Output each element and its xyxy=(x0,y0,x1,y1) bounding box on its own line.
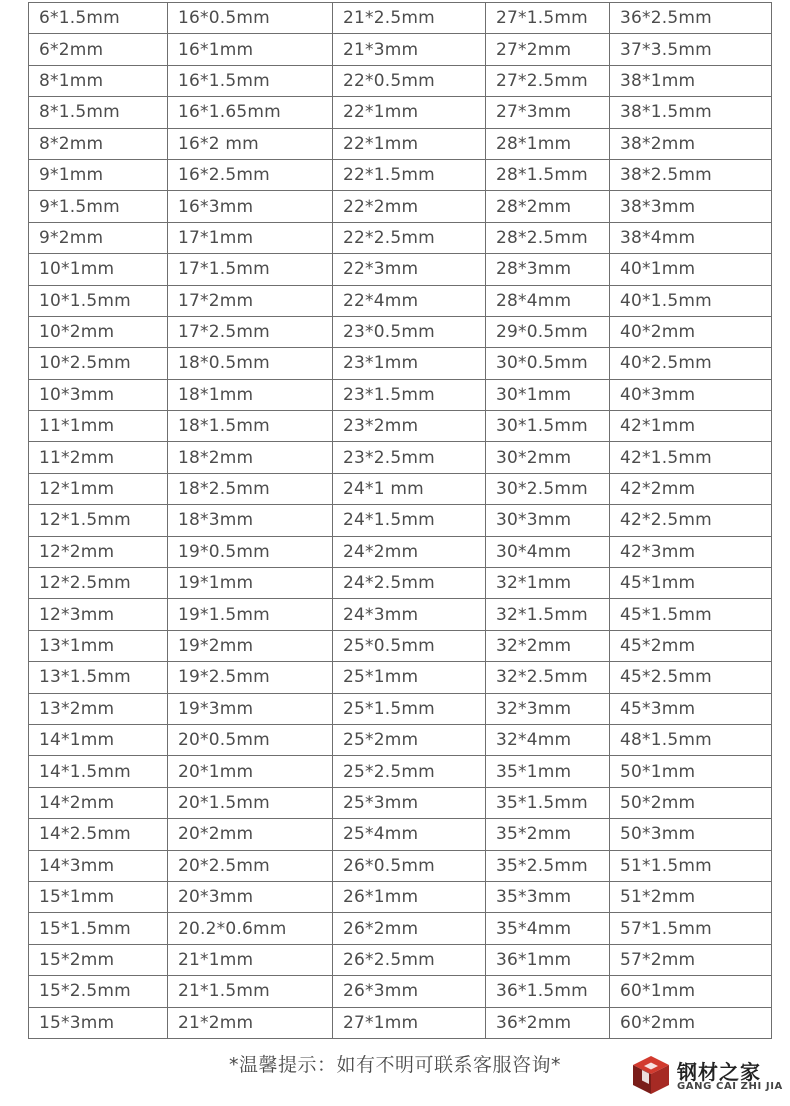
table-cell: 17*1mm xyxy=(168,222,333,253)
table-cell: 22*1mm xyxy=(333,128,486,159)
table-row xyxy=(29,65,772,96)
table-cell: 27*2mm xyxy=(486,34,610,65)
table-cell: 15*1mm xyxy=(29,881,168,912)
table-cell: 8*2mm xyxy=(29,128,168,159)
table-cell: 24*2.5mm xyxy=(333,568,486,599)
table-cell: 15*2mm xyxy=(29,944,168,975)
table-cell: 38*4mm xyxy=(610,222,772,253)
table-row xyxy=(29,1007,772,1038)
table-cell: 16*1.65mm xyxy=(168,97,333,128)
logo-name-cn: 钢材之家 xyxy=(677,1060,761,1084)
table-cell: 14*1.5mm xyxy=(29,756,168,787)
table-cell: 19*2.5mm xyxy=(168,662,333,693)
table-row xyxy=(29,787,772,818)
table-cell: 9*1mm xyxy=(29,159,168,190)
table-cell: 9*2mm xyxy=(29,222,168,253)
table-cell: 25*3mm xyxy=(333,787,486,818)
table-cell: 57*1.5mm xyxy=(610,913,772,944)
table-cell: 19*1mm xyxy=(168,568,333,599)
table-cell: 35*2mm xyxy=(486,819,610,850)
table-cell: 57*2mm xyxy=(610,944,772,975)
table-cell: 50*1mm xyxy=(610,756,772,787)
table-cell: 36*1mm xyxy=(486,944,610,975)
table-row xyxy=(29,693,772,724)
logo-name-en: GANG CAI ZHI JIA xyxy=(677,1081,783,1092)
cube-logo-icon xyxy=(631,1054,671,1096)
table-cell: 20*2.5mm xyxy=(168,850,333,881)
table-cell: 32*2.5mm xyxy=(486,662,610,693)
table-cell: 38*2mm xyxy=(610,128,772,159)
table-cell: 19*2mm xyxy=(168,630,333,661)
table-cell: 18*2.5mm xyxy=(168,473,333,504)
table-row xyxy=(29,662,772,693)
table-row xyxy=(29,505,772,536)
table-row xyxy=(29,128,772,159)
table-cell: 18*0.5mm xyxy=(168,348,333,379)
brand-logo xyxy=(631,1054,786,1096)
table-cell: 14*3mm xyxy=(29,850,168,881)
table-cell: 30*3mm xyxy=(486,505,610,536)
table-row xyxy=(29,34,772,65)
table-row xyxy=(29,473,772,504)
table-cell: 25*0.5mm xyxy=(333,630,486,661)
table-cell: 28*1.5mm xyxy=(486,159,610,190)
table-cell: 29*0.5mm xyxy=(486,316,610,347)
table-cell: 38*1mm xyxy=(610,65,772,96)
table-row xyxy=(29,756,772,787)
table-cell: 21*1mm xyxy=(168,944,333,975)
table-row xyxy=(29,411,772,442)
table-cell: 25*2mm xyxy=(333,724,486,755)
table-cell: 42*1mm xyxy=(610,411,772,442)
table-row xyxy=(29,191,772,222)
table-cell: 45*2.5mm xyxy=(610,662,772,693)
table-row xyxy=(29,159,772,190)
table-cell: 42*2mm xyxy=(610,473,772,504)
table-cell: 24*1.5mm xyxy=(333,505,486,536)
table-cell: 10*3mm xyxy=(29,379,168,410)
table-cell: 38*3mm xyxy=(610,191,772,222)
table-cell: 36*1.5mm xyxy=(486,976,610,1007)
table-cell: 30*1.5mm xyxy=(486,411,610,442)
table-cell: 15*1.5mm xyxy=(29,913,168,944)
table-cell: 20.2*0.6mm xyxy=(168,913,333,944)
table-cell: 16*1.5mm xyxy=(168,65,333,96)
table-row xyxy=(29,222,772,253)
table-cell: 12*3mm xyxy=(29,599,168,630)
table-cell: 22*3mm xyxy=(333,254,486,285)
table-row xyxy=(29,944,772,975)
table-cell: 30*2.5mm xyxy=(486,473,610,504)
table-cell: 26*2mm xyxy=(333,913,486,944)
table-cell: 12*1mm xyxy=(29,473,168,504)
table-row xyxy=(29,724,772,755)
table-cell: 10*2.5mm xyxy=(29,348,168,379)
table-cell: 35*4mm xyxy=(486,913,610,944)
table-cell: 18*1mm xyxy=(168,379,333,410)
table-cell: 51*1.5mm xyxy=(610,850,772,881)
table-row xyxy=(29,348,772,379)
table-cell: 19*1.5mm xyxy=(168,599,333,630)
table-cell: 35*3mm xyxy=(486,881,610,912)
table-cell: 27*2.5mm xyxy=(486,65,610,96)
table-cell: 17*2mm xyxy=(168,285,333,316)
table-row xyxy=(29,630,772,661)
table-cell: 25*2.5mm xyxy=(333,756,486,787)
table-cell: 22*2.5mm xyxy=(333,222,486,253)
table-cell: 28*2mm xyxy=(486,191,610,222)
table-cell: 18*1.5mm xyxy=(168,411,333,442)
table-cell: 36*2mm xyxy=(486,1007,610,1038)
table-row xyxy=(29,599,772,630)
table-cell: 22*2mm xyxy=(333,191,486,222)
table-cell: 23*0.5mm xyxy=(333,316,486,347)
table-cell: 24*2mm xyxy=(333,536,486,567)
table-cell: 21*1.5mm xyxy=(168,976,333,1007)
table-cell: 17*1.5mm xyxy=(168,254,333,285)
table-row xyxy=(29,3,772,34)
table-row xyxy=(29,819,772,850)
table-cell: 14*2mm xyxy=(29,787,168,818)
table-cell: 28*2.5mm xyxy=(486,222,610,253)
table-cell: 27*1.5mm xyxy=(486,3,610,34)
table-cell: 42*1.5mm xyxy=(610,442,772,473)
table-cell: 30*0.5mm xyxy=(486,348,610,379)
table-cell: 40*2mm xyxy=(610,316,772,347)
table-cell: 48*1.5mm xyxy=(610,724,772,755)
table-cell: 20*1mm xyxy=(168,756,333,787)
table-cell: 10*1mm xyxy=(29,254,168,285)
table-cell: 45*1mm xyxy=(610,568,772,599)
table-cell: 35*1.5mm xyxy=(486,787,610,818)
table-cell: 8*1mm xyxy=(29,65,168,96)
table-cell: 12*1.5mm xyxy=(29,505,168,536)
table-row xyxy=(29,976,772,1007)
table-cell: 28*3mm xyxy=(486,254,610,285)
table-cell: 24*1 mm xyxy=(333,473,486,504)
table-cell: 40*1.5mm xyxy=(610,285,772,316)
table-cell: 16*2.5mm xyxy=(168,159,333,190)
table-cell: 6*2mm xyxy=(29,34,168,65)
table-cell: 12*2.5mm xyxy=(29,568,168,599)
table-cell: 22*0.5mm xyxy=(333,65,486,96)
table-cell: 35*1mm xyxy=(486,756,610,787)
table-cell: 38*2.5mm xyxy=(610,159,772,190)
table-cell: 9*1.5mm xyxy=(29,191,168,222)
table-row xyxy=(29,568,772,599)
table-cell: 45*2mm xyxy=(610,630,772,661)
table-cell: 19*3mm xyxy=(168,693,333,724)
table-cell: 12*2mm xyxy=(29,536,168,567)
table-row xyxy=(29,379,772,410)
table-cell: 50*2mm xyxy=(610,787,772,818)
table-cell: 21*2mm xyxy=(168,1007,333,1038)
table-cell: 30*1mm xyxy=(486,379,610,410)
table-row xyxy=(29,285,772,316)
table-cell: 25*1mm xyxy=(333,662,486,693)
table-cell: 26*1mm xyxy=(333,881,486,912)
table-cell: 32*4mm xyxy=(486,724,610,755)
table-cell: 19*0.5mm xyxy=(168,536,333,567)
table-cell: 8*1.5mm xyxy=(29,97,168,128)
table-cell: 26*2.5mm xyxy=(333,944,486,975)
table-cell: 32*1mm xyxy=(486,568,610,599)
table-cell: 45*1.5mm xyxy=(610,599,772,630)
table-cell: 16*2 mm xyxy=(168,128,333,159)
table-cell: 20*2mm xyxy=(168,819,333,850)
table-cell: 30*4mm xyxy=(486,536,610,567)
table-cell: 17*2.5mm xyxy=(168,316,333,347)
table-cell: 20*1.5mm xyxy=(168,787,333,818)
table-cell: 22*4mm xyxy=(333,285,486,316)
table-cell: 16*0.5mm xyxy=(168,3,333,34)
table-cell: 21*3mm xyxy=(333,34,486,65)
table-cell: 60*2mm xyxy=(610,1007,772,1038)
table-cell: 21*2.5mm xyxy=(333,3,486,34)
table-cell: 28*4mm xyxy=(486,285,610,316)
table-cell: 25*4mm xyxy=(333,819,486,850)
table-cell: 10*1.5mm xyxy=(29,285,168,316)
table-row xyxy=(29,850,772,881)
table-cell: 23*1.5mm xyxy=(333,379,486,410)
table-cell: 24*3mm xyxy=(333,599,486,630)
table-cell: 13*1.5mm xyxy=(29,662,168,693)
table-cell: 36*2.5mm xyxy=(610,3,772,34)
table-cell: 40*2.5mm xyxy=(610,348,772,379)
table-cell: 50*3mm xyxy=(610,819,772,850)
table-cell: 37*3.5mm xyxy=(610,34,772,65)
table-cell: 13*2mm xyxy=(29,693,168,724)
table-cell: 60*1mm xyxy=(610,976,772,1007)
footer-note: *温馨提示：如有不明可联系客服咨询* xyxy=(228,1054,561,1076)
table-cell: 16*3mm xyxy=(168,191,333,222)
table-cell: 15*2.5mm xyxy=(29,976,168,1007)
table-row xyxy=(29,442,772,473)
table-row xyxy=(29,536,772,567)
table-cell: 35*2.5mm xyxy=(486,850,610,881)
table-cell: 20*0.5mm xyxy=(168,724,333,755)
table-cell: 28*1mm xyxy=(486,128,610,159)
table-cell: 16*1mm xyxy=(168,34,333,65)
table-cell: 25*1.5mm xyxy=(333,693,486,724)
table-cell: 45*3mm xyxy=(610,693,772,724)
table-cell: 26*3mm xyxy=(333,976,486,1007)
table-row xyxy=(29,254,772,285)
table-row xyxy=(29,913,772,944)
table-cell: 32*1.5mm xyxy=(486,599,610,630)
table-cell: 23*2mm xyxy=(333,411,486,442)
table-cell: 18*2mm xyxy=(168,442,333,473)
table-cell: 40*1mm xyxy=(610,254,772,285)
table-cell: 27*3mm xyxy=(486,97,610,128)
table-cell: 11*2mm xyxy=(29,442,168,473)
table-cell: 27*1mm xyxy=(333,1007,486,1038)
table-cell: 15*3mm xyxy=(29,1007,168,1038)
table-cell: 11*1mm xyxy=(29,411,168,442)
table-cell: 26*0.5mm xyxy=(333,850,486,881)
table-cell: 22*1mm xyxy=(333,97,486,128)
table-cell: 6*1.5mm xyxy=(29,3,168,34)
table-cell: 14*1mm xyxy=(29,724,168,755)
table-cell: 38*1.5mm xyxy=(610,97,772,128)
table-cell: 13*1mm xyxy=(29,630,168,661)
spec-table xyxy=(28,2,772,1039)
table-cell: 20*3mm xyxy=(168,881,333,912)
table-cell: 40*3mm xyxy=(610,379,772,410)
table-cell: 23*1mm xyxy=(333,348,486,379)
table-cell: 30*2mm xyxy=(486,442,610,473)
table-cell: 10*2mm xyxy=(29,316,168,347)
spec-table-body xyxy=(29,3,772,1039)
table-cell: 14*2.5mm xyxy=(29,819,168,850)
table-cell: 32*2mm xyxy=(486,630,610,661)
table-row xyxy=(29,97,772,128)
table-row xyxy=(29,316,772,347)
table-cell: 42*3mm xyxy=(610,536,772,567)
table-cell: 51*2mm xyxy=(610,881,772,912)
table-cell: 18*3mm xyxy=(168,505,333,536)
table-row xyxy=(29,881,772,912)
table-cell: 23*2.5mm xyxy=(333,442,486,473)
table-cell: 32*3mm xyxy=(486,693,610,724)
table-cell: 22*1.5mm xyxy=(333,159,486,190)
table-cell: 42*2.5mm xyxy=(610,505,772,536)
